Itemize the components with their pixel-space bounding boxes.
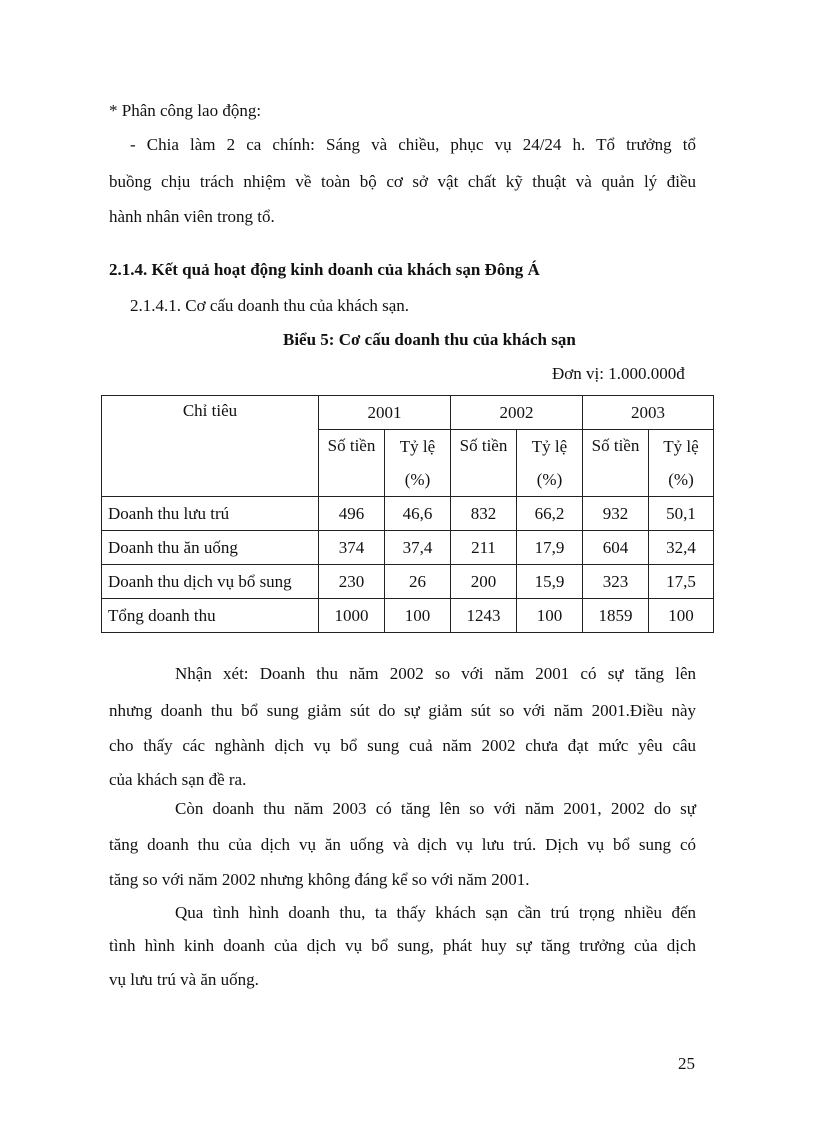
comment-1-line-3: cho thấy các nghành dịch vụ bổ sung cuả năm 2002 chưa đạt mức yêu câu [109, 736, 696, 755]
comment-1-line-2: nhưng doanh thu bổ sung giảm sút do sự giảm sút so với năm 2001.Điều này [109, 701, 696, 720]
comment-1-line-1: Nhận xét: Doanh thu năm 2002 so với năm 2001 có sự tăng lên [175, 664, 696, 683]
table-cell: 496 [319, 497, 385, 531]
table-cell: 17,5 [649, 565, 714, 599]
table-cell: 26 [385, 565, 451, 599]
table-cell: 374 [319, 531, 385, 565]
table-row [102, 531, 714, 565]
table-cell: 100 [649, 599, 714, 633]
amount-label-2001: Số tiền [319, 430, 385, 497]
table-title: Biểu 5: Cơ cấu doanh thu của khách sạn [283, 330, 576, 349]
comment-2-line-2: tăng doanh thu của dịch vụ ăn uống và dịch vụ lưu trú. Dịch vụ bổ sung có [109, 835, 696, 854]
comment-3-line-3: vụ lưu trú và ăn uống. [109, 970, 259, 989]
row-label: Doanh thu dịch vụ bổ sung [102, 565, 319, 599]
comment-2-line-3: tăng so với năm 2002 nhưng không đáng kể so với năm 2001. [109, 870, 530, 889]
table-cell: 37,4 [385, 531, 451, 565]
table-cell: 832 [451, 497, 517, 531]
row-label: Doanh thu ăn uống [102, 531, 319, 565]
table-cell: 211 [451, 531, 517, 565]
unit-note: Đơn vị: 1.000.000đ [552, 364, 685, 383]
year-2003-header: 2003 [583, 396, 714, 430]
comment-1-line-4: của khách sạn đề ra. [109, 770, 247, 789]
table-cell: 32,4 [649, 531, 714, 565]
table-cell: 100 [517, 599, 583, 633]
ratio-label-2003: Tỷ lệ [649, 430, 714, 464]
table-cell: 15,9 [517, 565, 583, 599]
table-cell: 1243 [451, 599, 517, 633]
table-cell: 50,1 [649, 497, 714, 531]
shift-paragraph-line-1: - Chia làm 2 ca chính: Sáng và chiều, phục vụ 24/24 h. Tổ trưởng tổ [130, 135, 696, 154]
year-2002-header: 2002 [451, 396, 583, 430]
table-cell: 230 [319, 565, 385, 599]
table-cell: 100 [385, 599, 451, 633]
comment-2-line-1: Còn doanh thu năm 2003 có tăng lên so với năm 2001, 2002 do sự [175, 799, 696, 818]
division-heading: * Phân công lao động: [109, 101, 262, 120]
revenue-table [101, 395, 714, 633]
table-cell: 1000 [319, 599, 385, 633]
year-2001-header: 2001 [319, 396, 451, 430]
row-label: Doanh thu lưu trú [102, 497, 319, 531]
amount-label-2003: Số tiền [583, 430, 649, 497]
table-cell: 17,9 [517, 531, 583, 565]
table-cell: 46,6 [385, 497, 451, 531]
table-cell: 932 [583, 497, 649, 531]
amount-label-2002: Số tiền [451, 430, 517, 497]
comment-3-line-1: Qua tình hình doanh thu, ta thấy khách sạn cần trú trọng nhiều đến [175, 903, 696, 922]
table-cell: 604 [583, 531, 649, 565]
section-heading: 2.1.4. Kết quả hoạt động kinh doanh của khách sạn Đông Á [109, 260, 540, 279]
page-number: 25 [678, 1054, 695, 1073]
ratio-label-2002: Tỷ lệ [517, 430, 583, 464]
ratio-unit-2001: (%) [385, 463, 451, 497]
shift-paragraph-line-3: hành nhân viên trong tổ. [109, 207, 275, 226]
table-cell: 1859 [583, 599, 649, 633]
header-item-cell: Chỉ tiêu [102, 396, 319, 497]
table-row [102, 565, 714, 599]
comment-3-line-2: tình hình kinh doanh của dịch vụ bổ sung, phát huy sự tăng trưởng của dịch [109, 936, 696, 955]
table-cell: 323 [583, 565, 649, 599]
table-header-row [102, 396, 714, 430]
ratio-label-2001: Tỷ lệ [385, 430, 451, 464]
table-cell: 200 [451, 565, 517, 599]
table-row [102, 497, 714, 531]
table-cell: 66,2 [517, 497, 583, 531]
ratio-unit-2003: (%) [649, 463, 714, 497]
ratio-unit-2002: (%) [517, 463, 583, 497]
table-row [102, 599, 714, 633]
subsection-heading: 2.1.4.1. Cơ cấu doanh thu của khách sạn. [130, 296, 410, 315]
row-label: Tổng doanh thu [102, 599, 319, 633]
shift-paragraph-line-2: buồng chịu trách nhiệm về toàn bộ cơ sở vật chất kỹ thuật và quản lý điều [109, 172, 696, 191]
